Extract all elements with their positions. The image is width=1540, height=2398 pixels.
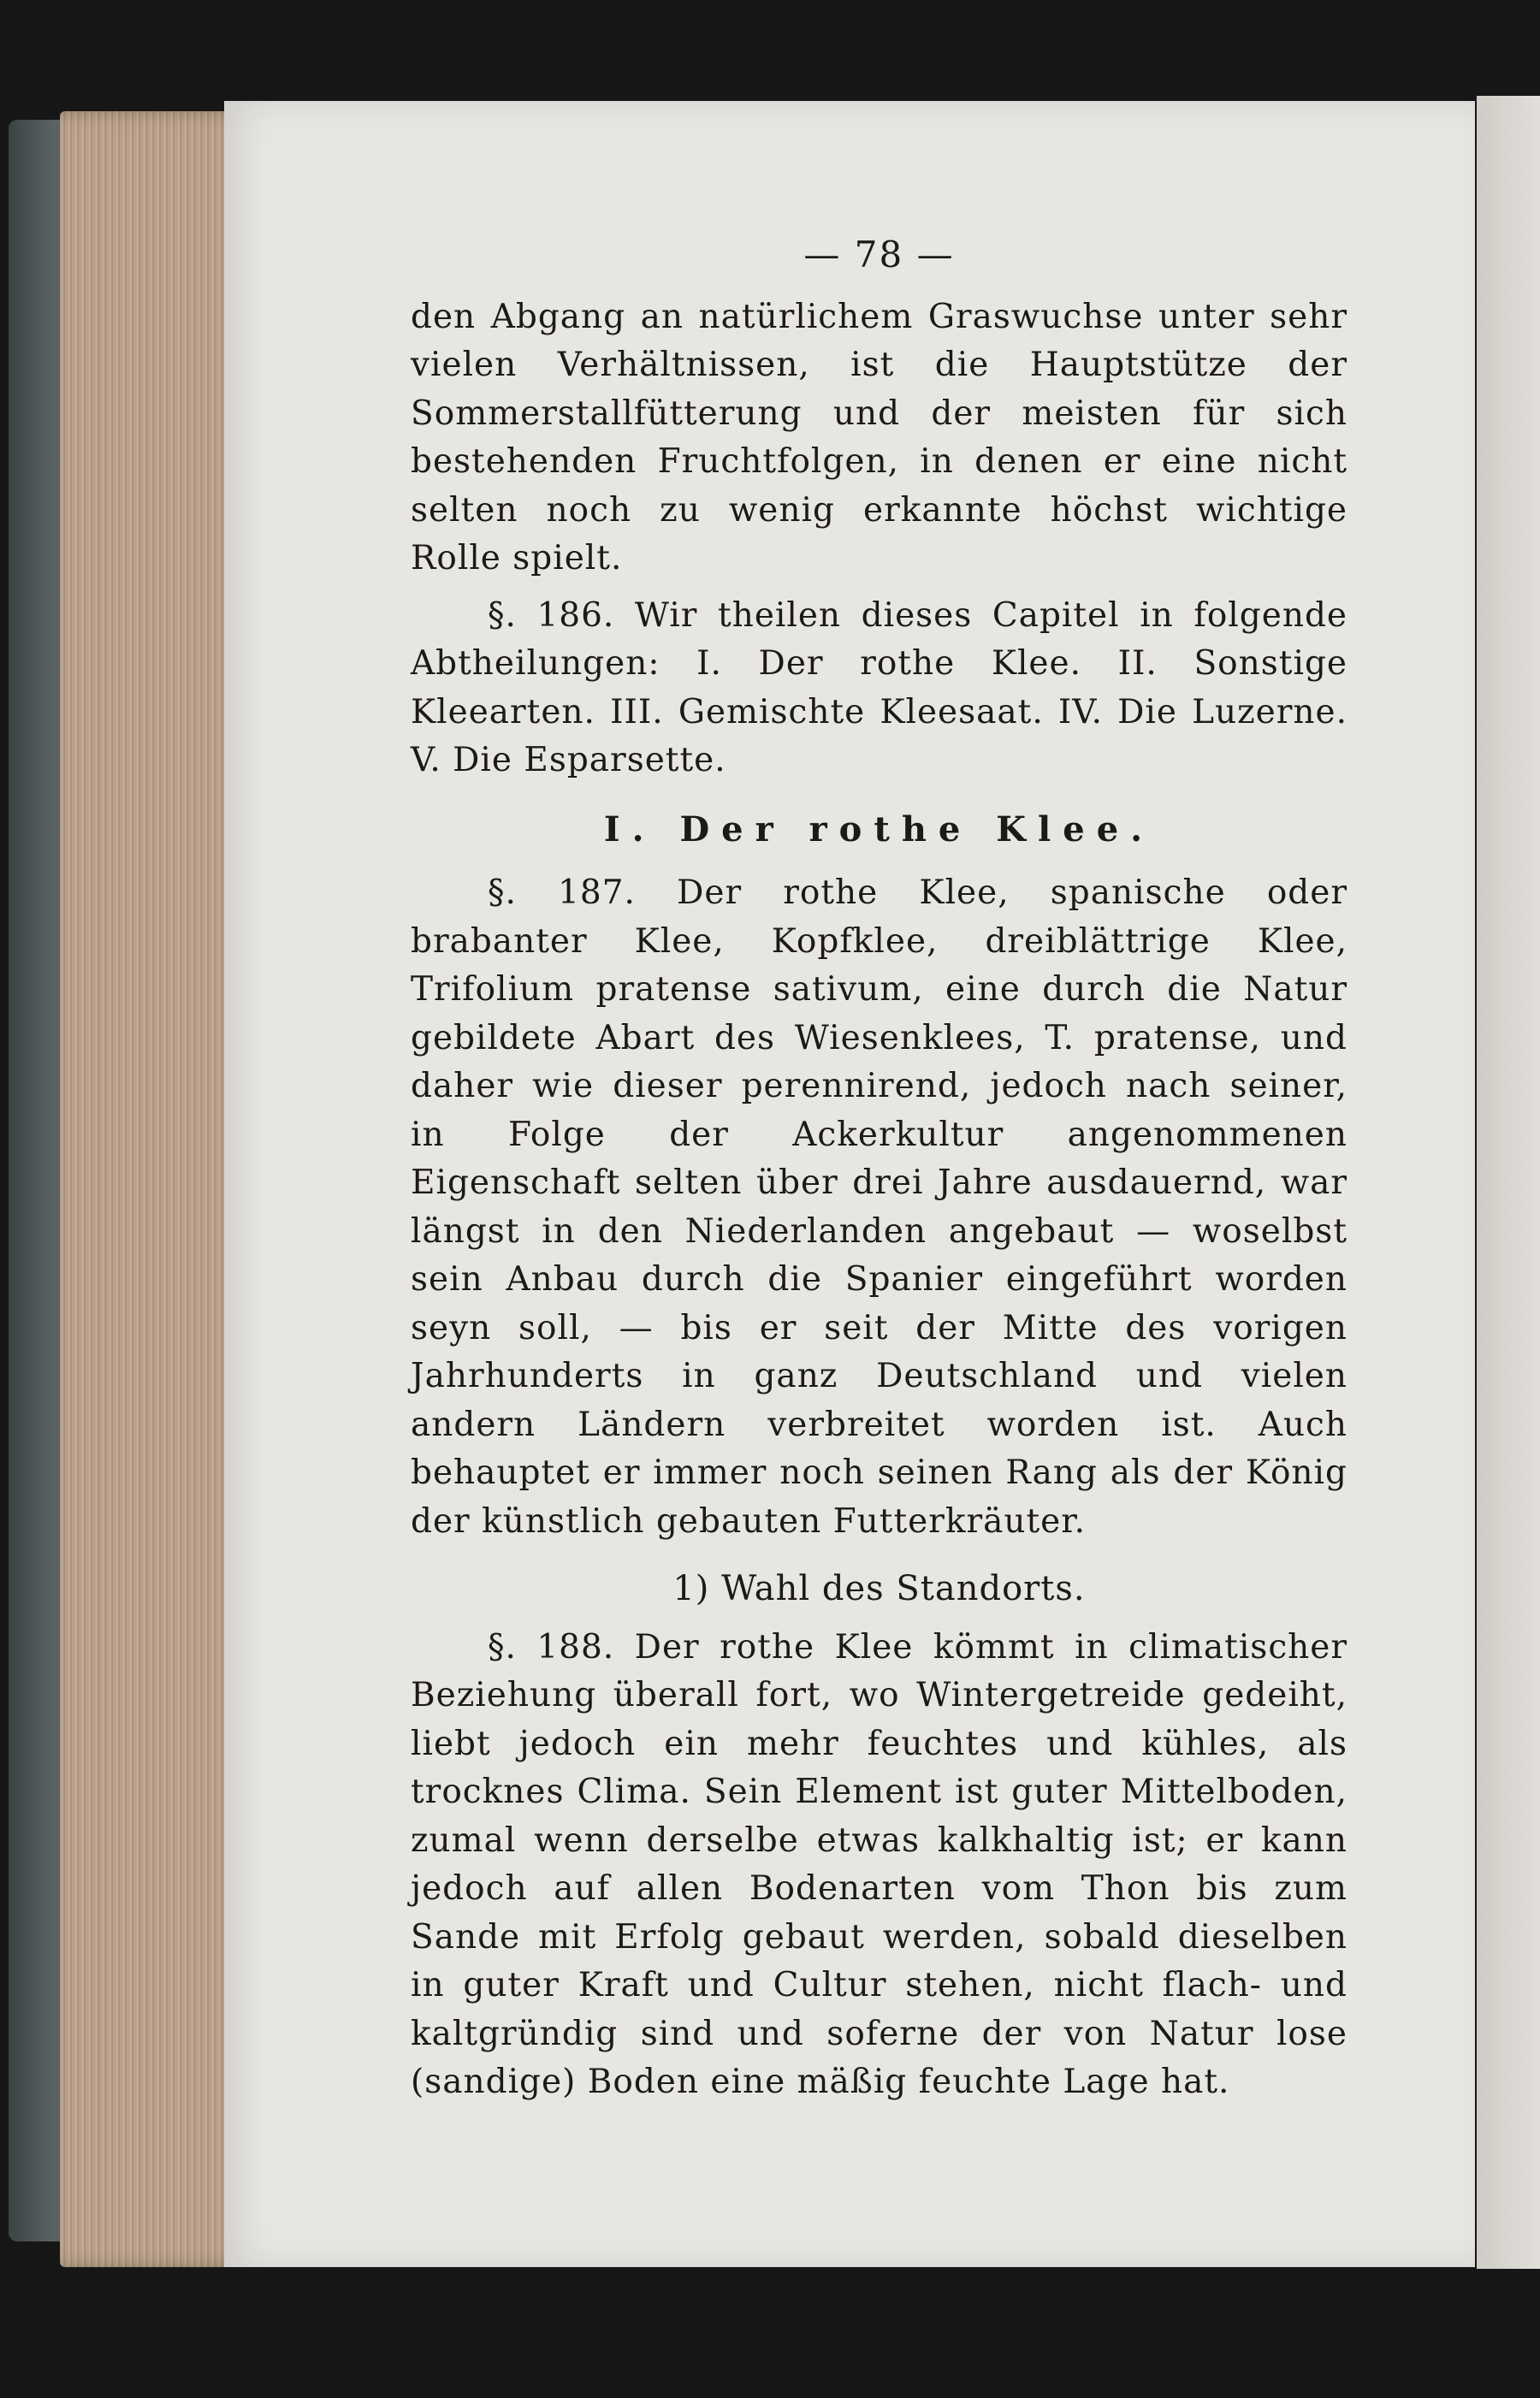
paragraph-187: §. 187. Der rothe Klee, spanische oder brabanter Klee, Kopfklee, dreiblättrige Klee, Trifolium pratense sativum, eine durch die Natur gebildete Abart des Wiesenklees, T. pratense, und daher wie dieser perennirend, jedoch nach seiner, in Folge der Ackerkultur angenommenen Eigenschaft selten über drei Jahre ausdauernd, war längst in den Niederlanden angebaut — woselbst sein Anbau durch die Spanier eingeführt worden seyn soll, — bis er seit der Mitte des vorigen Jahrhunderts in ganz Deutschland und vielen andern Ländern verbreitet worden ist. Auch behauptet er immer noch seinen Rang als der König der künstlich gebauten Futterkräuter. — [411, 873, 1348, 1541]
facing-page-edge — [1477, 96, 1540, 2269]
paragraph-186: §. 186. Wir theilen dieses Capitel in folgende Abtheilungen: I. Der rothe Klee. II. Sonstige Kleearten. III. Gemischte Kleesaat. IV. Die Luzerne. V. Die Esparsette. — [411, 595, 1348, 779]
page-edges — [60, 111, 244, 2267]
page-content — [411, 231, 1348, 2107]
paragraph-intro: den Abgang an natürlichem Graswuchse unter sehr vielen Verhältnissen, ist die Hauptstütze der Sommerstallfütterung und der meisten für sich bestehenden Fruchtfolgen, in denen er eine nicht selten noch zu wenig erkannte höchst wichtige Rolle spielt. — [411, 297, 1348, 577]
page-number: — 78 — — [803, 234, 955, 275]
subsection-heading: 1) Wahl des Standorts. — [672, 1569, 1086, 1608]
section-heading: I. Der rothe Klee. — [603, 808, 1155, 850]
paragraph-188: §. 188. Der rothe Klee kömmt in climatischer Beziehung überall fort, wo Wintergetreide gedeiht, liebt jedoch ein mehr feuchtes und kühles, als trocknes Clima. Sein Element ist guter Mittelboden, zumal wenn derselbe etwas kalkhaltig ist; er kann jedoch auf allen Bodenarten vom Thon bis zum Sande mit Erfolg gebaut werden, sobald dieselben in guter Kraft und Cultur stehen, nicht flach- und kaltgründig sind und soferne der von Natur lose (sandige) Boden eine mäßig feuchte Lage hat. — [411, 1627, 1348, 2101]
